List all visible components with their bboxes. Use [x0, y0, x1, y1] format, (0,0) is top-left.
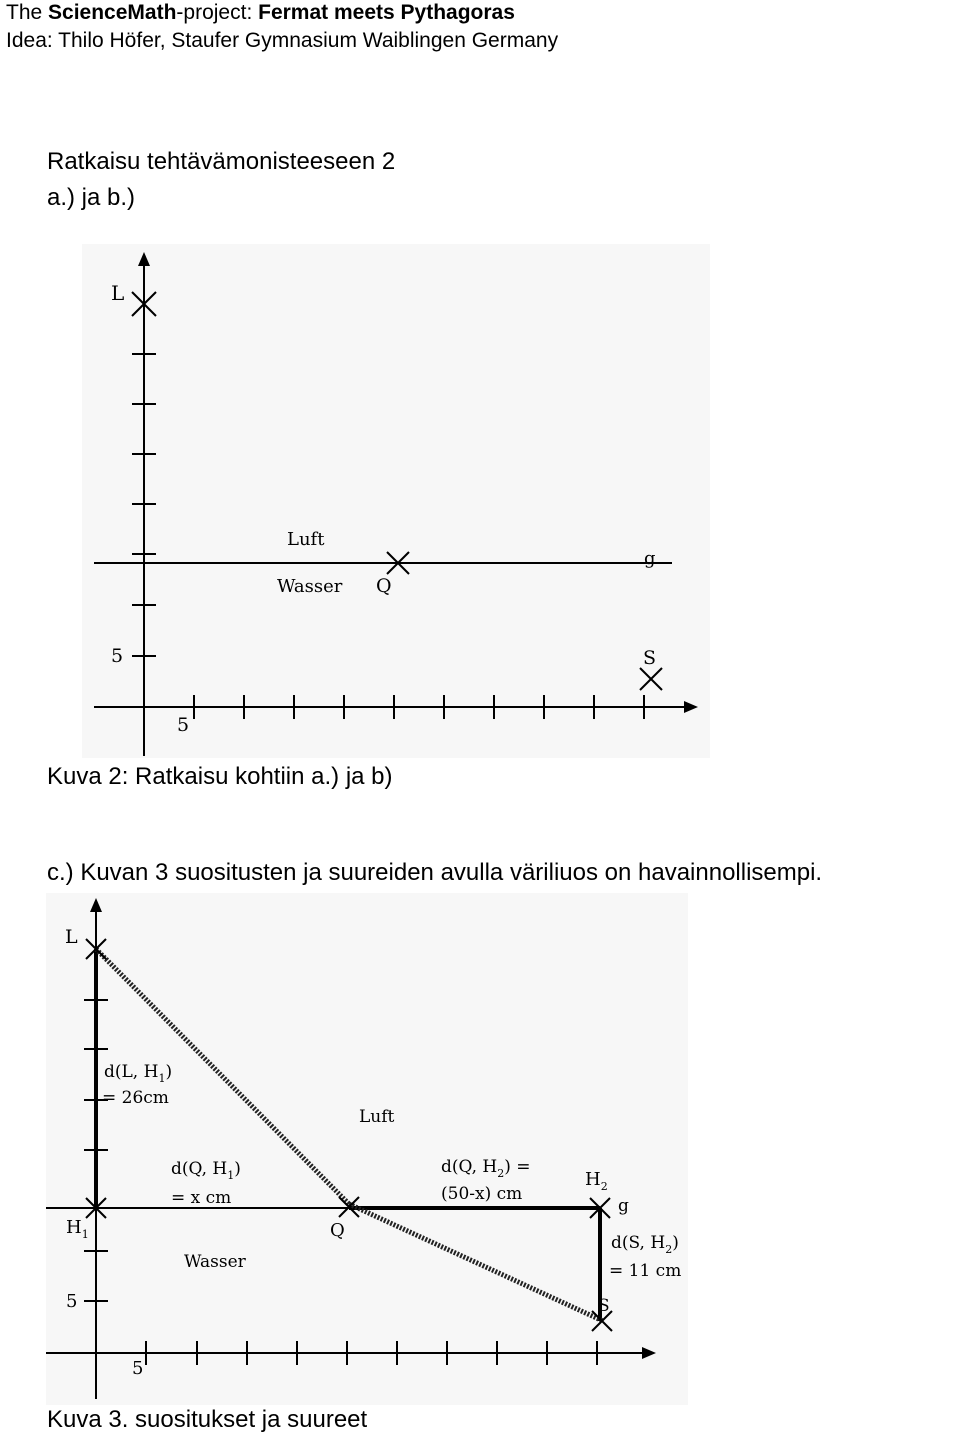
label-dSH2: d(S, $H_2$) [611, 1233, 679, 1256]
label-dLH1-value: = 26cm [102, 1088, 169, 1108]
label-wasser: Wasser [277, 576, 343, 597]
label-H1: $H_1$ [66, 1217, 89, 1241]
header-project-title: Fermat meets Pythagoras [258, 1, 515, 24]
label-y-5: 5 [66, 1291, 78, 1312]
label-x-5: 5 [177, 714, 190, 736]
header-prefix: The [6, 1, 49, 24]
label-dSH2-value: = 11 cm [609, 1261, 682, 1281]
label-dQH2: d(Q, $H_2$) = [441, 1157, 531, 1180]
figure-2-svg [82, 244, 710, 758]
label-S: S [598, 1296, 610, 1316]
label-Q: Q [376, 575, 392, 597]
label-L: L [111, 281, 125, 305]
header-line-2: Idea: Thilo Höfer, Staufer Gymnasium Waiblingen Germany [6, 29, 559, 52]
figure-3-svg [46, 893, 688, 1405]
label-dLH1: d(L, $H_1$) [104, 1062, 173, 1085]
label-dQH2-value: (50-x) cm [441, 1184, 523, 1204]
label-L: L [65, 926, 78, 948]
label-y-5: 5 [111, 645, 124, 667]
section-title-line-2: a.) ja b.) [47, 184, 136, 211]
figure-3-diagram [46, 893, 688, 1405]
section-title-line-1: Ratkaisu tehtävämonisteeseen 2 [47, 148, 396, 175]
label-dQH1-value: = x cm [171, 1188, 232, 1208]
label-x-5: 5 [132, 1358, 144, 1379]
label-g: g [644, 548, 656, 569]
label-S: S [643, 647, 657, 669]
label-luft: Luft [359, 1107, 395, 1127]
header-project-name: ScienceMath [48, 1, 177, 24]
header-line-1 [6, 0, 515, 26]
figure-2-diagram [82, 244, 710, 758]
label-g: g [618, 1196, 629, 1216]
caption-figure-3: Kuva 3. suositukset ja suureet [47, 1406, 368, 1433]
label-wasser: Wasser [184, 1252, 246, 1272]
caption-figure-2: Kuva 2: Ratkaisu kohtiin a.) ja b) [47, 763, 393, 790]
paragraph-c: c.) Kuvan 3 suositusten ja suureiden avulla väriliuos on havainnollisempi. [47, 859, 823, 886]
label-H2: $H_2$ [585, 1169, 608, 1193]
label-dQH1: d(Q, $H_1$) [171, 1159, 241, 1182]
label-Q: Q [330, 1220, 345, 1241]
label-luft: Luft [287, 529, 325, 550]
header-mid: -project: [176, 1, 259, 24]
